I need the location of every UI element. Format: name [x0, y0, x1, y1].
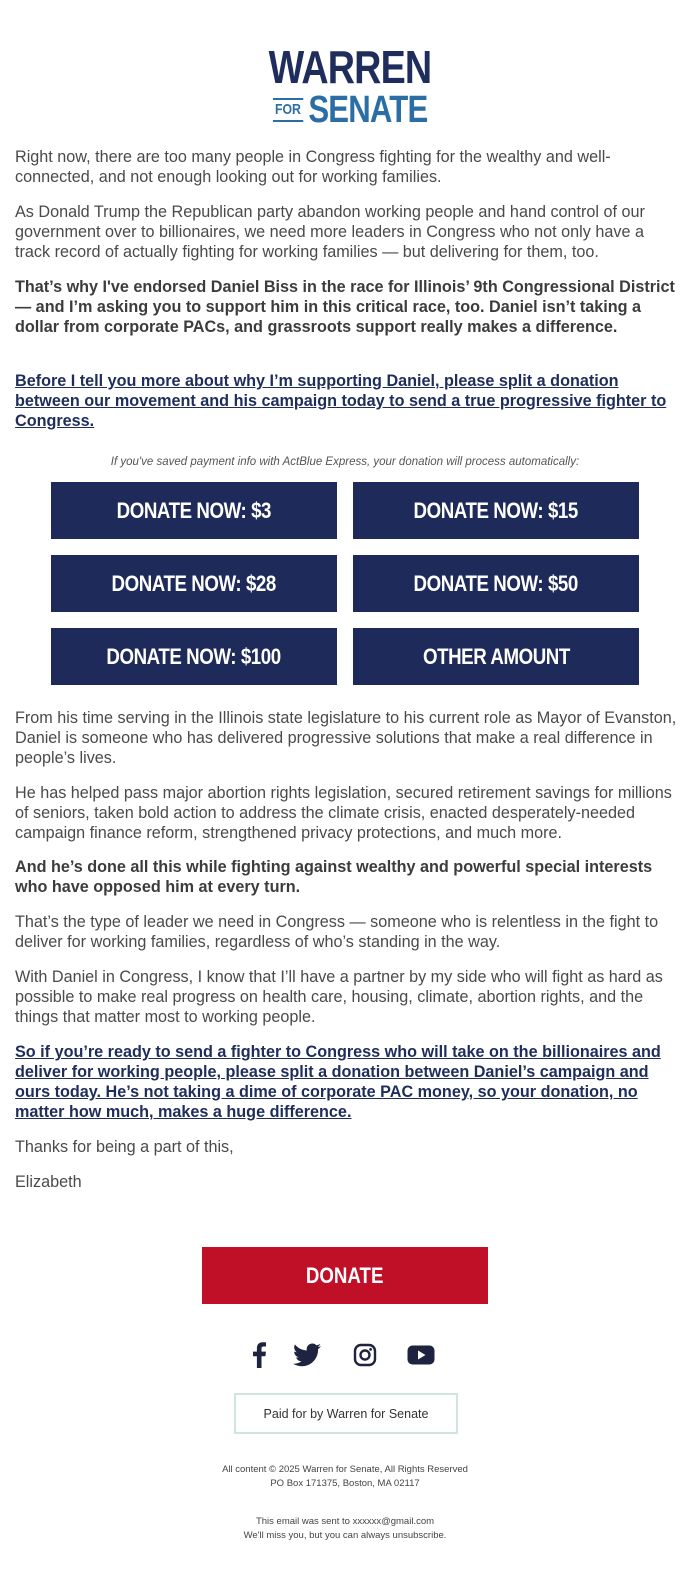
sent-to-text: This email was sent to xxxxxx@gmail.com: [255, 1516, 435, 1527]
paid-for-box: [234, 1393, 458, 1434]
paragraph-7-bold: And he’s done all this while fighting against wealthy and powerful special interests who have opposed him at every turn.: [15, 858, 653, 896]
donate-100-button[interactable]: [51, 628, 337, 685]
actblue-express-note: If you've saved payment info with ActBlue Express, your donation will process automatically:: [110, 456, 580, 468]
donate-100-label: DONATE NOW: $100: [106, 643, 282, 669]
donate-15-label: DONATE NOW: $15: [413, 497, 579, 523]
logo-senate-text: SENATE: [308, 89, 428, 131]
other-amount-button[interactable]: [353, 628, 639, 685]
copyright-text: All content © 2025 Warren for Senate, All Rights Reserved: [222, 1464, 468, 1475]
closing-line: Thanks for being a part of this,: [15, 1138, 234, 1156]
donate-label: DONATE: [306, 1262, 384, 1288]
paragraph-9: With Daniel in Congress, I know that I’ll have a partner by my side who will fight as hard as possible to make real progress on health care, housing, climate, abortion rights, and the things that matter most to working people.: [15, 968, 663, 1026]
donate-3-label: DONATE NOW: $3: [116, 497, 272, 523]
paid-for-text: Paid for by Warren for Senate: [263, 1406, 429, 1421]
other-amount-label: OTHER AMOUNT: [422, 643, 570, 669]
address-text: PO Box 171375, Boston, MA 02117: [270, 1478, 420, 1489]
warren-for-senate-logo[interactable]: [0, 41, 700, 131]
paragraph-8: That’s the type of leader we need in Congress — someone who is relentless in the fight to deliver for working families, regardless of who’s standing in the way.: [15, 913, 659, 951]
instagram-icon[interactable]: [350, 1340, 380, 1370]
logo-for-text: FOR: [273, 98, 304, 122]
signature-name: Elizabeth: [15, 1173, 82, 1191]
donate-button[interactable]: [202, 1247, 488, 1304]
split-donation-link-1[interactable]: Before I tell you more about why I’m supporting Daniel, please split a donation between our movement and his campaign today to send a true progressive fighter to Congress.: [15, 372, 667, 430]
unsubscribe-link[interactable]: We'll miss you, but you can always unsubscribe.: [243, 1530, 447, 1541]
donate-50-label: DONATE NOW: $50: [413, 570, 579, 596]
facebook-icon[interactable]: [244, 1340, 274, 1370]
donate-15-button[interactable]: [353, 482, 639, 539]
paragraph-6: He has helped pass major abortion rights legislation, secured retirement savings for millions of seniors, taken bold action to address the climate crisis, enacted desperately-needed campaign finance reform, strengthened privacy protections, and much more.: [15, 784, 672, 842]
paragraph-3-bold: That’s why I've endorsed Daniel Biss in the race for Illinois’ 9th Congressional District — and I’m asking you to support him in this critical race, too. Daniel isn’t taking a dollar from corporate PACs, and grassroots support really makes a difference.: [15, 278, 675, 336]
donate-28-button[interactable]: [51, 555, 337, 612]
split-donation-link-2[interactable]: So if you’re ready to send a fighter to Congress who will take on the billionaires and deliver for working people, please split a donation between Daniel’s campaign and ours today. He’s not taking a dime of corporate PAC money, so your donation, no matter how much, makes a huge difference.: [15, 1043, 661, 1121]
youtube-icon[interactable]: [406, 1340, 436, 1370]
paragraph-1: Right now, there are too many people in Congress fighting for the wealthy and well-connected, and not enough looking out for working families.: [15, 148, 611, 186]
donate-50-button[interactable]: [353, 555, 639, 612]
twitter-icon[interactable]: [292, 1340, 322, 1370]
paragraph-5: From his time serving in the Illinois state legislature to his current role as Mayor of Evanston, Daniel is someone who has delivered progressive solutions that make a real difference in people’s lives.: [15, 709, 677, 767]
donate-28-label: DONATE NOW: $28: [111, 570, 277, 596]
paragraph-2: As Donald Trump the Republican party abandon working people and hand control of our government over to billionaires, we need more leaders in Congress who not only have a track record of actually fighting for working families — but delivering for them, too.: [15, 203, 645, 261]
logo-warren-text: WARREN: [268, 41, 432, 93]
donate-3-button[interactable]: [51, 482, 337, 539]
logo-bottom-row: [63, 90, 637, 130]
